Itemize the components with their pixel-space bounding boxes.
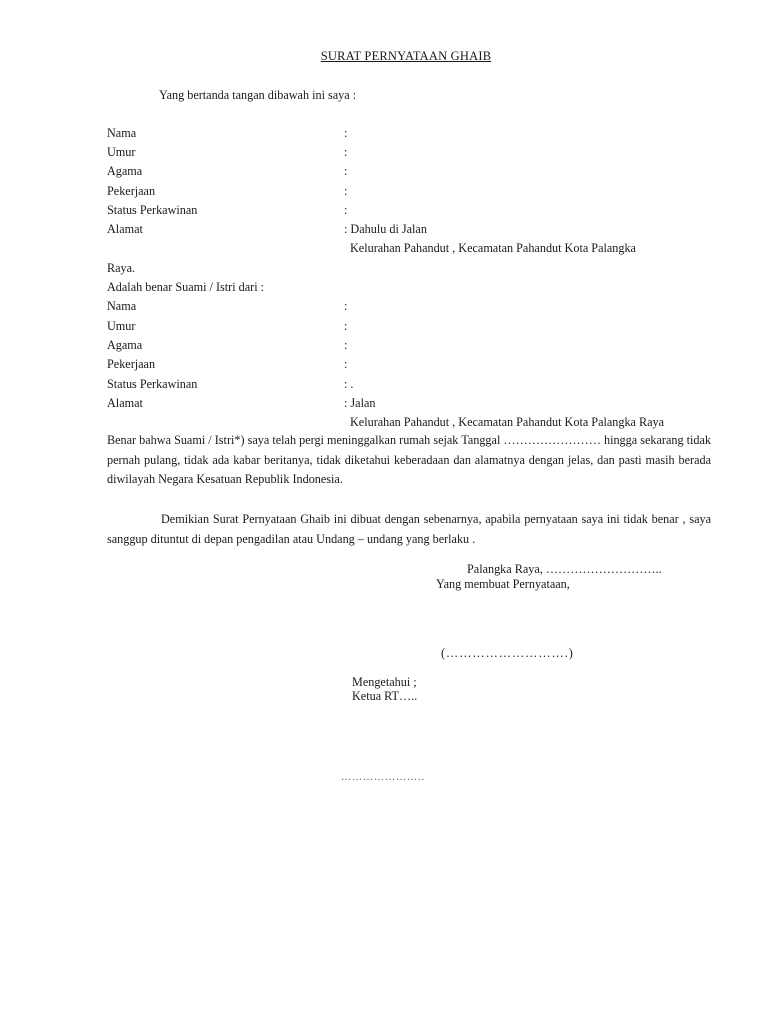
field-label-alamat: Alamat — [107, 222, 143, 236]
statement-paragraph: Benar bahwa Suami / Istri*) saya telah pergi meninggalkan rumah sejak Tanggal …………………… hingga sekarang tidak pernah pulang, tidak ada kabar beritanya, tidak diketahui keberadaan dan alamatnya dengan jelas, dan pasti masih berada diwilayah Negara Kesatuan Republik Indonesia. — [107, 433, 711, 486]
field-label-nama: Nama — [107, 126, 137, 140]
maker-label: Yang membuat Pernyataan, — [436, 577, 570, 591]
field-label-agama: Agama — [107, 164, 143, 178]
acknowledge-label: Mengetahui ; — [352, 675, 417, 689]
spouse-value-agama: : — [344, 338, 348, 352]
maker-signature-line: (……………………….) — [441, 646, 574, 660]
spouse-heading: Adalah benar Suami / Istri dari : — [107, 280, 265, 294]
field-value-umur: : — [344, 145, 348, 159]
field-value-alamat: : Dahulu di Jalan — [344, 222, 427, 236]
field-value-agama: : — [344, 164, 348, 178]
spouse-label-status: Status Perkawinan — [107, 377, 198, 391]
field-value-nama: : — [344, 126, 348, 140]
intro-text: Yang bertanda tangan dibawah ini saya : — [159, 88, 357, 102]
place-date: Palangka Raya, ……………………….. — [467, 562, 662, 576]
rt-head-label: Ketua RT….. — [352, 689, 418, 703]
field-value-status: : — [344, 203, 348, 217]
spouse-value-umur: : — [344, 319, 348, 333]
closing-paragraph: Demikian Surat Pernyataan Ghaib ini dibuat dengan sebenarnya, apabila pernyataan saya ini tidak benar , saya sanggup dituntut di depan pengadilan atau Undang – undang yang berlaku . — [107, 512, 711, 546]
spouse-label-umur: Umur — [107, 319, 136, 333]
spouse-value-status: : . — [344, 377, 354, 391]
address-wrap: Raya. — [107, 261, 136, 275]
field-label-umur: Umur — [107, 145, 136, 159]
document-title: SURAT PERNYATAAN GHAIB — [320, 49, 492, 63]
spouse-label-pekerjaan: Pekerjaan — [107, 357, 156, 371]
spouse-label-alamat: Alamat — [107, 396, 143, 410]
field-label-pekerjaan: Pekerjaan — [107, 184, 156, 198]
address-line-2: Kelurahan Pahandut , Kecamatan Pahandut Kota Palangka — [350, 241, 636, 255]
spouse-address-line-2: Kelurahan Pahandut , Kecamatan Pahandut Kota Palangka Raya — [350, 415, 665, 429]
spouse-label-agama: Agama — [107, 338, 143, 352]
spouse-value-nama: : — [344, 299, 348, 313]
spouse-label-nama: Nama — [107, 299, 137, 313]
field-value-pekerjaan: : — [344, 184, 348, 198]
rt-signature-line: ………………….. — [341, 772, 425, 783]
spouse-value-pekerjaan: : — [344, 357, 348, 371]
field-label-status: Status Perkawinan — [107, 203, 198, 217]
spouse-value-alamat: : Jalan — [344, 396, 376, 410]
